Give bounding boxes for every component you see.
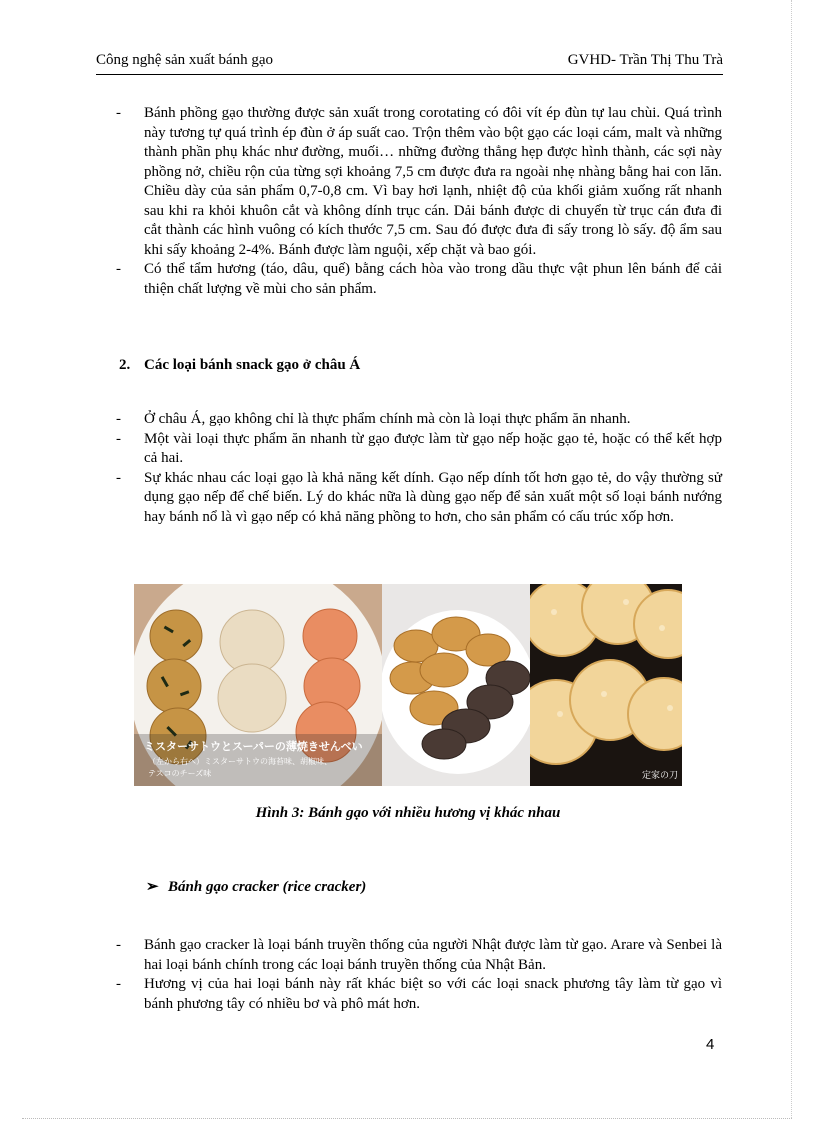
header-instructor: GVHD- Trần Thị Thu Trà <box>567 52 723 68</box>
section-bullet-list <box>116 410 722 527</box>
page-border-right <box>791 0 792 1118</box>
page-border-bottom <box>22 1118 792 1119</box>
section-number: 2. <box>119 357 131 373</box>
senbei-plate-photo <box>134 584 382 786</box>
list-item: - Bánh phồng gạo thường được sản xuất trong corotating có đôi vít ép đùn tự lau chùi. Quá trình này tương tự quá trình ép đùn ở áp suất cao. Trộn thêm vào bột gạo các loại cám, malt và những thành phần phụ khác như đường, muối… những đường thẳng hẹp được hình thành, các sợi này phồng nở, chiều rộn của từng sợi khoảng 7,5 cm được đưa ra ngoài nhẹ nhàng bằng hai con lăn. Chiều dày của sản phẩm 0,7-0,8 cm. Vì bay hơi lạnh, nhiệt độ của khối giảm xuống rất nhanh sau khi ra khỏi khuôn cắt và không dính trục cán. Dải bánh được di chuyển từ trục cán đưa đi cắt thành các hình vuông có kích thước 7,5 cm. Sau đó được đưa đi sấy trong lò sấy. độ ẩm sau khi sấy khoảng 2-4%. Bánh được làm nguội, xếp chặt và bao gói. <box>116 104 722 260</box>
photo3-watermark: 定家の刀 <box>642 771 679 781</box>
section-title: Các loại bánh snack gạo ở châu Á <box>144 357 361 373</box>
section-heading <box>119 357 360 374</box>
subsection-title: Bánh gạo cracker (rice cracker) <box>168 879 367 895</box>
photo1-caption-line3: テスコのチーズ味 <box>148 769 212 778</box>
subsection-heading <box>146 877 366 896</box>
rice-cracker-figure <box>134 584 682 786</box>
list-item: - Một vài loại thực phẩm ăn nhanh từ gạo được làm từ gạo nếp hoặc gạo tẻ, hoặc có thể kết hợp cả hai. <box>116 430 722 469</box>
photo1-caption-line1: ミスターサトウとスーパーの薄焼きせんべい <box>144 740 363 753</box>
list-item: - Sự khác nhau các loại gạo là khả năng kết dính. Gạo nếp dính tốt hơn gạo tẻ, do vậy thường sử dụng gạo nếp để chế biến. Lý do khác nữa là dùng gạo nếp để sản xuất một số loại bánh nướng hay bánh nổ là vì gạo nếp có khả năng phồng to hơn, cho sản phẩm có cấu trúc xốp hơn. <box>116 469 722 528</box>
photo1-caption-line2: （左から右へ）ミスターサトウの海苔味、胡椒味、 <box>148 757 332 766</box>
list-item: - Bánh gạo cracker là loại bánh truyền thống của người Nhật được làm từ gạo. Arare và Senbei là hai loại bánh chính trong các loại bánh truyền thống của Nhật Bản. <box>116 936 722 975</box>
page-header <box>96 52 723 75</box>
arrow-bullet-icon: ➢ <box>146 879 159 895</box>
list-item: - Ở châu Á, gạo không chỉ là thực phẩm chính mà còn là loại thực phẩm ăn nhanh. <box>116 410 722 430</box>
subsection-bullet-list <box>116 936 722 1014</box>
list-item: - Có thể tẩm hương (táo, dâu, quế) bằng cách hòa vào trong dầu thực vật phun lên bánh để cải thiện chất lượng về mùi cho sản phẩm. <box>116 260 722 299</box>
page-number: 4 <box>706 1036 715 1053</box>
header-title: Công nghệ sản xuất bánh gạo <box>96 52 274 68</box>
list-item: - Hương vị của hai loại bánh này rất khác biệt so với các loại snack phương tây làm từ gạo vì bánh phương tây có nhiều bơ và phô mát hơn. <box>116 975 722 1014</box>
intro-bullet-list <box>116 104 722 299</box>
figure-caption: Hình 3: Bánh gạo với nhiều hương vị khác nhau <box>255 805 561 821</box>
glazed-cracker-photo <box>530 584 682 786</box>
cracker-bowl-photo <box>382 584 530 786</box>
